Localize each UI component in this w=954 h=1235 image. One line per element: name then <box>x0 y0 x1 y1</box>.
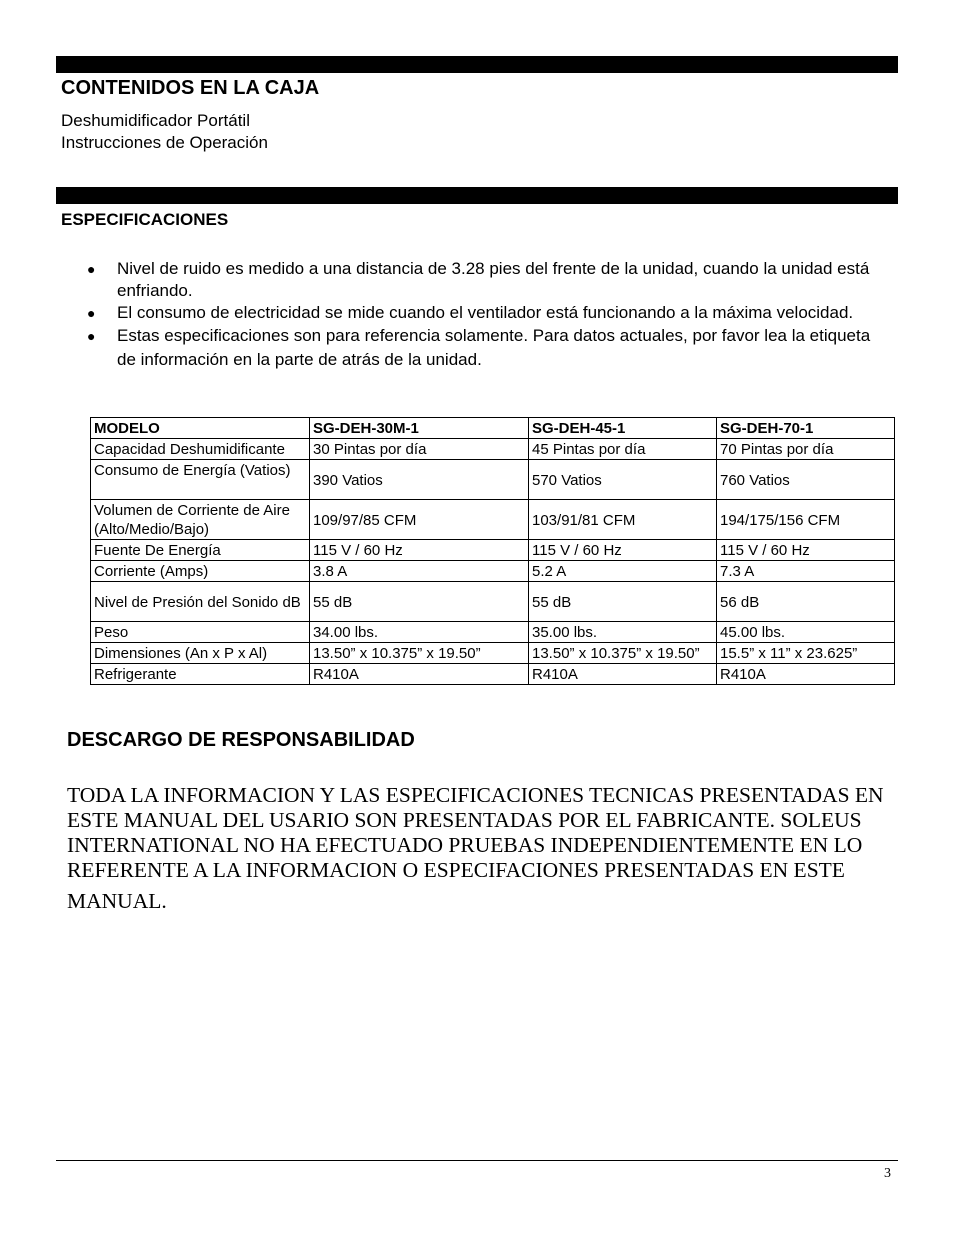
table-cell: 570 Vatios <box>529 460 717 500</box>
table-row <box>91 439 895 460</box>
table-row <box>91 582 895 622</box>
specs-note <box>85 324 885 372</box>
table-header-cell: SG-DEH-70-1 <box>717 418 895 439</box>
table-header-cell: SG-DEH-45-1 <box>529 418 717 439</box>
table-cell: 45.00 lbs. <box>717 622 895 643</box>
table-cell: R410A <box>717 664 895 685</box>
bullet-icon: ● <box>87 261 96 277</box>
table-row <box>91 664 895 685</box>
table-cell: 55 dB <box>310 582 529 622</box>
page-number: 3 <box>884 1166 891 1181</box>
table-cell: 115 V / 60 Hz <box>310 540 529 561</box>
table-header-cell: SG-DEH-30M-1 <box>310 418 529 439</box>
table-cell: Refrigerante <box>91 664 310 685</box>
disclaimer-text <box>67 783 902 914</box>
table-cell: 3.8 A <box>310 561 529 582</box>
disclaimer-heading: DESCARGO DE RESPONSABILIDAD <box>67 729 415 751</box>
specs-notes-list <box>85 258 885 372</box>
table-cell: R410A <box>310 664 529 685</box>
table-cell: R410A <box>529 664 717 685</box>
table-cell: 13.50” x 10.375” x 19.50” <box>529 643 717 664</box>
contents-item: Deshumidificador Portátil <box>61 111 250 130</box>
table-cell: Dimensiones (An x P x Al) <box>91 643 310 664</box>
specs-heading: ESPECIFICACIONES <box>61 210 229 229</box>
table-header-row <box>91 418 895 439</box>
table-row <box>91 643 895 664</box>
table-cell: 109/97/85 CFM <box>310 500 529 540</box>
table-cell: 45 Pintas por día <box>529 439 717 460</box>
table-cell: 390 Vatios <box>310 460 529 500</box>
table-header-cell: MODELO <box>91 418 310 439</box>
table-cell: Fuente De Energía <box>91 540 310 561</box>
contents-list <box>61 110 268 154</box>
footer-rule <box>56 1160 898 1161</box>
specs-note-text: Nivel de ruido es medido a una distancia de 3.28 pies del frente de la unidad, cuando la unidad está enfriando. <box>117 259 870 300</box>
contents-heading: CONTENIDOS EN LA CAJA <box>61 77 320 99</box>
table-cell: Nivel de Presión del Sonido dB <box>91 582 310 622</box>
table-cell: 103/91/81 CFM <box>529 500 717 540</box>
specs-note <box>85 258 885 302</box>
table-row <box>91 561 895 582</box>
table-cell: Consumo de Energía (Vatios) <box>91 460 310 500</box>
specs-note <box>85 302 885 324</box>
contents-item: Instrucciones de Operación <box>61 133 268 152</box>
table-cell: Capacidad Deshumidificante <box>91 439 310 460</box>
table-cell: Peso <box>91 622 310 643</box>
table-row <box>91 500 895 540</box>
table-cell: 56 dB <box>717 582 895 622</box>
table-cell: 13.50” x 10.375” x 19.50” <box>310 643 529 664</box>
table-cell: Volumen de Corriente de Aire (Alto/Medio/Bajo) <box>91 500 310 540</box>
table-cell: 115 V / 60 Hz <box>529 540 717 561</box>
table-cell: 15.5” x 11” x 23.625” <box>717 643 895 664</box>
disclaimer-body-end: MANUAL. <box>67 889 167 913</box>
table-cell: 35.00 lbs. <box>529 622 717 643</box>
table-cell: 55 dB <box>529 582 717 622</box>
table-row <box>91 540 895 561</box>
table-row <box>91 622 895 643</box>
specs-note-text: Estas especificaciones son para referencia solamente. Para datos actuales, por favor lea la etiqueta de información en la parte de atrás de la unidad. <box>117 326 871 369</box>
table-cell: 34.00 lbs. <box>310 622 529 643</box>
table-row <box>91 460 895 500</box>
table-cell: 70 Pintas por día <box>717 439 895 460</box>
section-divider-bar <box>56 56 898 73</box>
disclaimer-body-text: TODA LA INFORMACION Y LAS ESPECIFICACIONES TECNICAS PRESENTADAS EN ESTE MANUAL DEL USARIO SON PRESENTADAS POR EL FABRICANTE. SOLEUS INTERNATIONAL NO HA EFECTUADO PRUEBAS INDEPENDIENTEMENTE EN LO REFERENTE A LA INFORMACION O ESPECIFACIONES PRESENTADAS EN ESTE <box>67 783 884 882</box>
bullet-icon: ● <box>87 305 96 321</box>
bullet-icon: ● <box>87 328 96 344</box>
section-divider-bar <box>56 187 898 204</box>
table-cell: 5.2 A <box>529 561 717 582</box>
specs-note-text: El consumo de electricidad se mide cuando el ventilador está funcionando a la máxima velocidad. <box>117 303 854 322</box>
table-cell: 7.3 A <box>717 561 895 582</box>
table-cell: 115 V / 60 Hz <box>717 540 895 561</box>
specifications-table <box>90 417 895 685</box>
table-cell: Corriente (Amps) <box>91 561 310 582</box>
table-cell: 30 Pintas por día <box>310 439 529 460</box>
table-cell: 760 Vatios <box>717 460 895 500</box>
table-cell: 194/175/156 CFM <box>717 500 895 540</box>
